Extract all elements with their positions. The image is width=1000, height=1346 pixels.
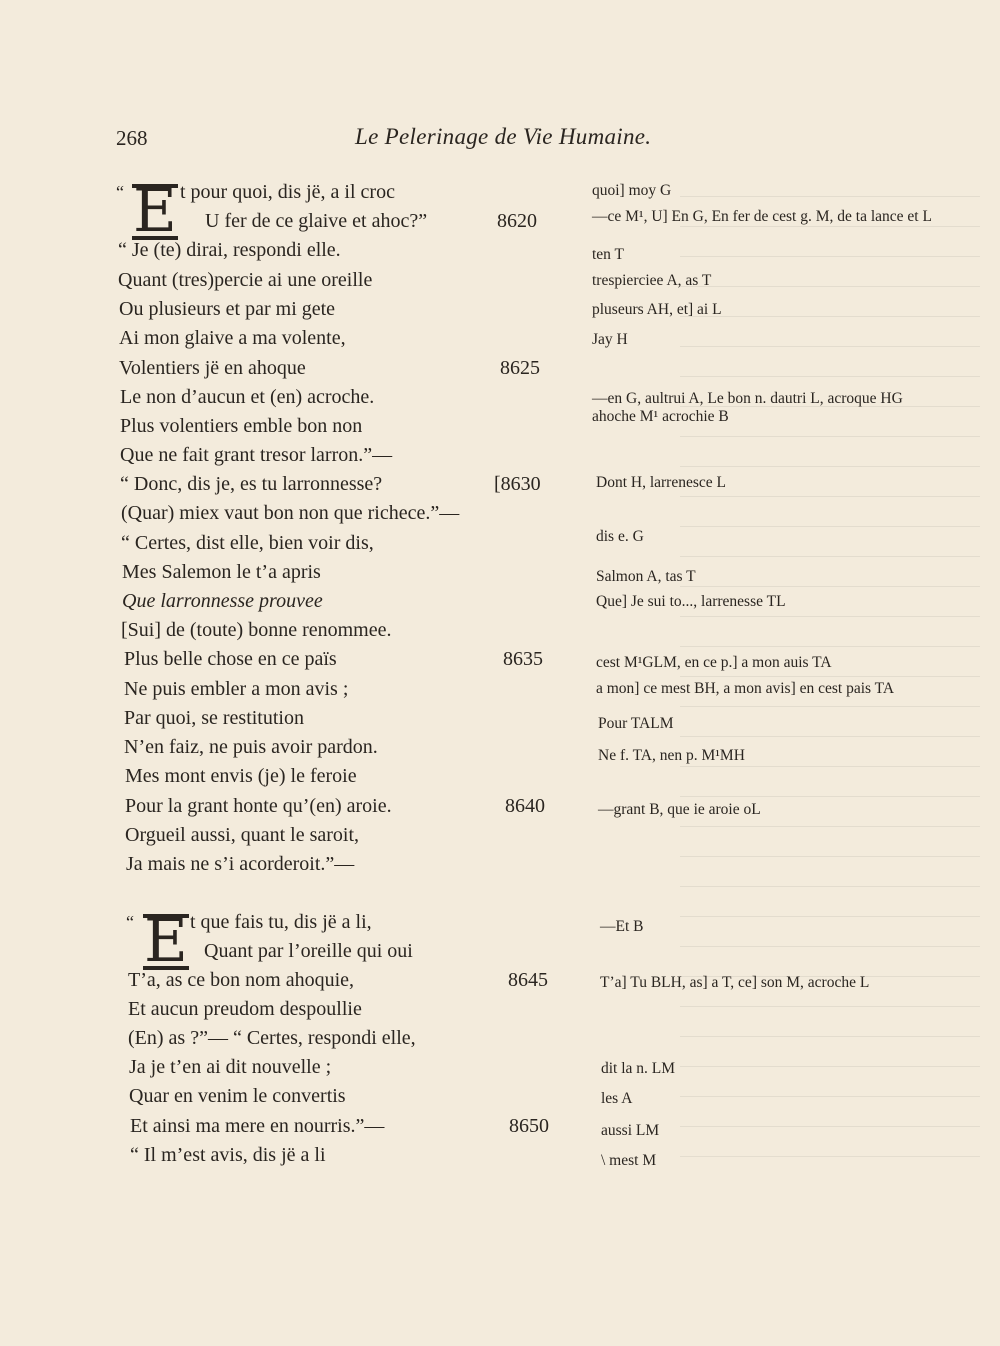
verse-line: t pour quoi, dis jë, a il croc	[180, 181, 395, 203]
drop-cap: E	[133, 176, 177, 246]
apparatus-note: a mon] ce mest BH, a mon avis] en cest pais TA	[596, 680, 895, 697]
verse-line: Orgueil aussi, quant le saroit,	[125, 824, 360, 846]
verse-line: Quant par l’oreille qui oui	[204, 940, 413, 962]
apparatus-note: dit la n. LM	[601, 1060, 676, 1077]
page-number: 268	[116, 126, 148, 150]
verse-line: Volentiers jë en ahoque	[119, 357, 306, 379]
verse-line: Ai mon glaive a ma volente,	[119, 327, 346, 349]
drop-cap: E	[144, 906, 188, 976]
verse-line: Quar en venim le convertis	[129, 1085, 346, 1107]
verse-line: “ Donc, dis je, es tu larronnesse?	[120, 473, 383, 495]
verse-line: Pour la grant honte qu’(en) aroie.	[125, 795, 392, 817]
apparatus-note: quoi] moy G	[592, 182, 672, 199]
apparatus-note: Ne f. TA, nen p. M¹MH	[598, 747, 745, 764]
apparatus-note: Que] Je sui to..., larrenesse TL	[596, 593, 786, 610]
line-number: 8650	[509, 1115, 549, 1137]
verse-line: N’en faiz, ne puis avoir pardon.	[124, 736, 378, 758]
apparatus-note: ten T	[592, 246, 624, 263]
open-quote: “	[126, 912, 134, 932]
verse-line: “ Certes, dist elle, bien voir dis,	[121, 532, 374, 554]
verse-line: U fer de ce glaive et ahoc?”	[205, 210, 428, 232]
verse-line: [Sui] de (toute) bonne renommee.	[121, 619, 392, 641]
verse-line: Quant (tres)percie ai une oreille	[118, 269, 373, 291]
apparatus-note: —en G, aultrui A, Le bon n. dautri L, acroque HG ahoche M¹ acrochie B	[592, 390, 903, 425]
verse-line: Que larronnesse prouvee	[122, 590, 323, 612]
apparatus-note: trespierciee A, as T	[592, 272, 712, 289]
apparatus-note: T’a] Tu BLH, as] a T, ce] son M, acroche L	[600, 974, 870, 991]
verse-line: Ja mais ne s’i acorderoit.”—	[126, 853, 355, 875]
line-number: 8625	[500, 357, 540, 379]
verse-line: Par quoi, se restitution	[124, 707, 304, 729]
line-number: 8640	[505, 795, 545, 817]
apparatus-note: —ce M¹, U] En G, En fer de cest g. M, de ta lance et L	[592, 208, 932, 225]
verse-line: Plus belle chose en ce païs	[124, 648, 337, 670]
open-quote: “	[116, 182, 124, 202]
line-number: 8635	[503, 648, 543, 670]
apparatus-note: Salmon A, tas T	[596, 568, 696, 585]
verse-line: Plus volentiers emble bon non	[120, 415, 363, 437]
verse-line: “ Il m’est avis, dis jë a li	[130, 1144, 326, 1166]
verse-line: “ Je (te) dirai, respondi elle.	[118, 239, 341, 261]
line-number: [8630	[494, 473, 541, 495]
apparatus-note: —grant B, que ie aroie oL	[598, 801, 761, 818]
verse-line: Ou plusieurs et par mi gete	[119, 298, 336, 320]
verse-line: Ne puis embler a mon avis ;	[124, 678, 349, 700]
verse-line: Mes mont envis (je) le feroie	[125, 765, 357, 787]
running-title: Le Pelerinage de Vie Humaine.	[355, 124, 652, 149]
verse-line: Et ainsi ma mere en nourris.”—	[130, 1115, 385, 1137]
apparatus-note: pluseurs AH, et] ai L	[592, 301, 722, 318]
verse-line: (En) as ?”— “ Certes, respondi elle,	[128, 1027, 416, 1049]
apparatus-note: Jay H	[592, 331, 628, 348]
apparatus-note: Pour TALM	[598, 715, 674, 732]
apparatus-note: dis e. G	[596, 528, 644, 545]
verse-line: (Quar) miex vaut bon non que richece.”—	[121, 502, 460, 524]
verse-line: Et aucun preudom despoullie	[128, 998, 362, 1020]
verse-line: Ja je t’en ai dit nouvelle ;	[129, 1056, 332, 1078]
verse-line: Le non d’aucun et (en) acroche.	[120, 386, 375, 408]
line-number: 8620	[497, 210, 537, 232]
apparatus-note: aussi LM	[601, 1122, 660, 1139]
apparatus-note: Dont H, larrenesce L	[596, 474, 726, 491]
verse-line: T’a, as ce bon nom ahoquie,	[128, 969, 355, 991]
verse-line: Que ne fait grant tresor larron.”—	[120, 444, 393, 466]
line-number: 8645	[508, 969, 548, 991]
verse-line: t que fais tu, dis jë a li,	[190, 911, 372, 933]
verse-line: Mes Salemon le t’a apris	[122, 561, 321, 583]
apparatus-note: \ mest M	[601, 1152, 657, 1169]
apparatus-note: les A	[601, 1090, 633, 1107]
apparatus-note: —Et B	[600, 918, 644, 935]
apparatus-note: cest M¹GLM, en ce p.] a mon auis TA	[596, 654, 832, 671]
